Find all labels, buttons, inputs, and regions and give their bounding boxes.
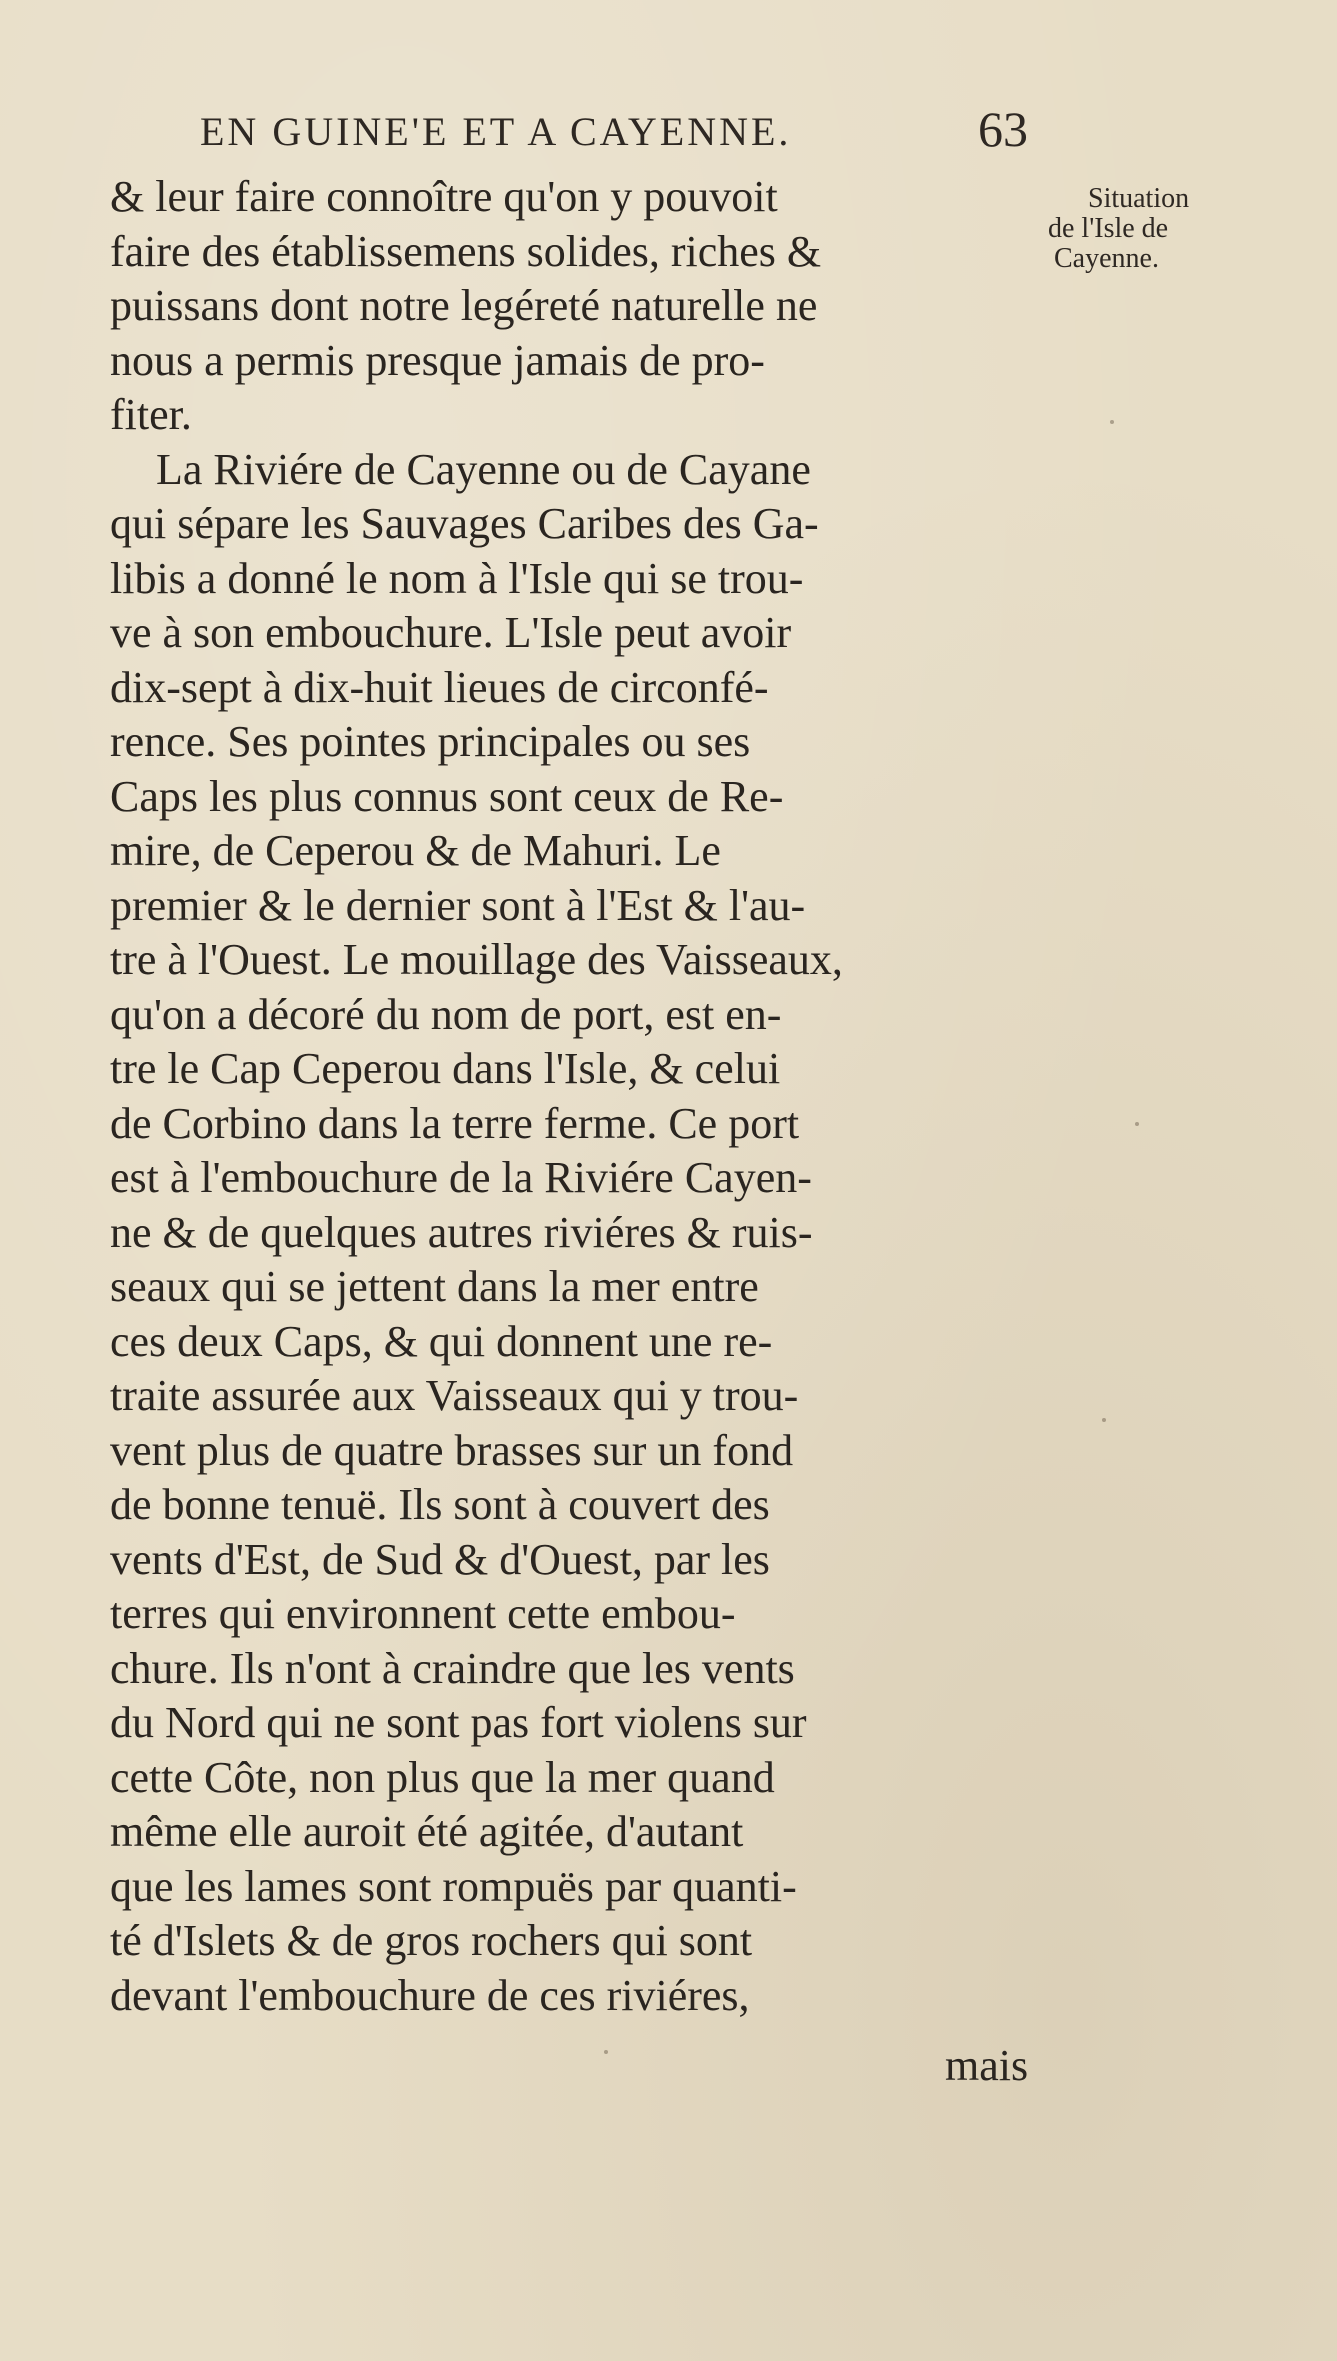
text-line: tre le Cap Ceperou dans l'Isle, & celui bbox=[110, 1044, 781, 1093]
text-line: qui sépare les Sauvages Caribes des Ga- bbox=[110, 499, 819, 548]
text-line: libis a donné le nom à l'Isle qui se trou- bbox=[110, 553, 804, 603]
running-head: EN GUINE'E ET A CAYENNE. bbox=[200, 109, 792, 154]
text-line: vents d'Est, de Sud & d'Ouest, par les bbox=[110, 1534, 770, 1584]
text-line: traite assurée aux Vaisseaux qui y trou- bbox=[110, 1371, 799, 1420]
margin-note bbox=[1048, 184, 1288, 274]
text-line: seaux qui se jettent dans la mer entre bbox=[110, 1262, 759, 1311]
paper-speck bbox=[1110, 420, 1114, 424]
text-line: Caps les plus connus sont ceux de Re- bbox=[110, 771, 784, 821]
text-line: ve à son embouchure. L'Isle peut avoir bbox=[110, 608, 792, 657]
paper-speck bbox=[1135, 1122, 1139, 1126]
text-line: même elle auroit été agitée, d'autant bbox=[110, 1807, 744, 1856]
text-line: & leur faire connoître qu'on y pouvoit bbox=[110, 172, 778, 221]
text-line: té d'Islets & de gros rochers qui sont bbox=[110, 1916, 753, 1965]
text-line: faire des établissemens solides, riches & bbox=[110, 226, 822, 276]
text-line: fiter. bbox=[110, 390, 192, 439]
text-line: dix-sept à dix-huit lieues de circonfé- bbox=[110, 662, 769, 712]
text-line: cette Côte, non plus que la mer quand bbox=[110, 1752, 775, 1802]
text-line: vent plus de quatre brasses sur un fond bbox=[110, 1425, 794, 1475]
text-line: ne & de quelques autres riviéres & ruis- bbox=[110, 1207, 813, 1257]
margin-note-line: de l'Isle de bbox=[1048, 213, 1169, 244]
text-line: chure. Ils n'ont à craindre que les vents bbox=[110, 1643, 795, 1693]
text-line: terres qui environnent cette embou- bbox=[110, 1589, 736, 1638]
text-line: tre à l'Ouest. Le mouillage des Vaisseaux, bbox=[110, 935, 843, 984]
text-line: mire, de Ceperou & de Mahuri. Le bbox=[110, 826, 721, 875]
text-line: du Nord qui ne sont pas fort violens sur bbox=[110, 1698, 807, 1747]
text-line: nous a permis presque jamais de pro- bbox=[110, 335, 765, 385]
text-line: de bonne tenuë. Ils sont à couvert des bbox=[110, 1480, 770, 1529]
paper-speck bbox=[604, 2050, 608, 2054]
body-text bbox=[110, 170, 1050, 2023]
page-number: 63 bbox=[978, 101, 1028, 157]
catchword: mais bbox=[945, 2041, 1029, 2090]
text-line: que les lames sont rompuës par quanti- bbox=[110, 1861, 797, 1911]
text-line: devant l'embouchure de ces riviéres, bbox=[110, 1970, 750, 2020]
margin-note-line: Cayenne. bbox=[1054, 243, 1159, 274]
text-line: de Corbino dans la terre ferme. Ce port bbox=[110, 1098, 800, 1148]
text-line: puissans dont notre legéreté naturelle ne bbox=[110, 281, 818, 330]
text-line: ces deux Caps, & qui donnent une re- bbox=[110, 1316, 773, 1366]
paper-speck bbox=[1102, 1418, 1106, 1422]
paragraph-start-line: La Riviére de Cayenne ou de Cayane bbox=[156, 444, 811, 494]
text-line: est à l'embouchure de la Riviére Cayen- bbox=[110, 1153, 812, 1202]
margin-note-line: Situation bbox=[1088, 183, 1190, 214]
text-line: qu'on a décoré du nom de port, est en- bbox=[110, 989, 782, 1039]
text-line: premier & le dernier sont à l'Est & l'au- bbox=[110, 880, 806, 930]
text-line: rence. Ses pointes principales ou ses bbox=[110, 717, 751, 766]
